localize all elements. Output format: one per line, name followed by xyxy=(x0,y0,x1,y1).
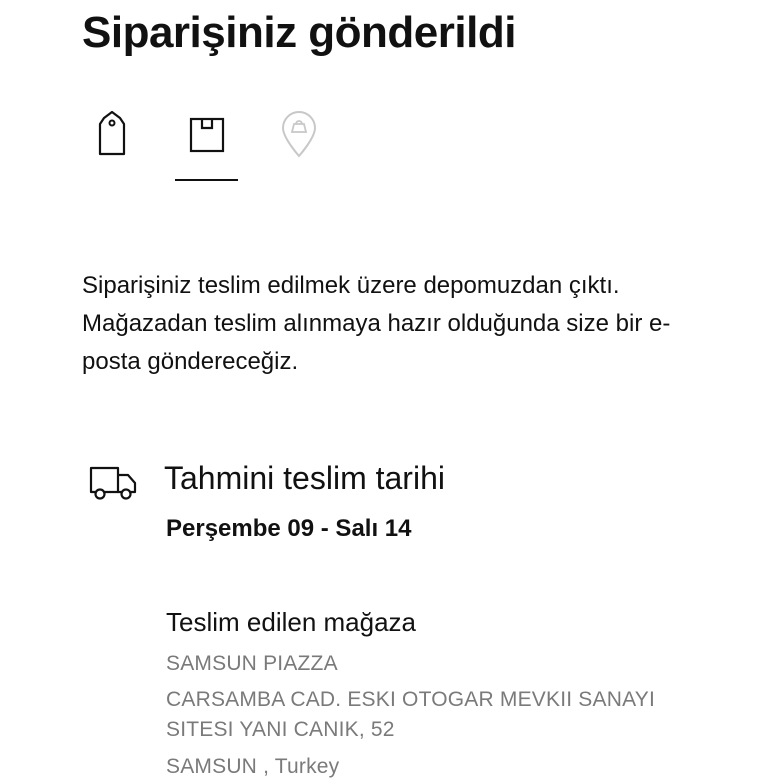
step-ordered xyxy=(82,110,142,160)
delivery-dates: Perşembe 09 - Salı 14 xyxy=(166,515,412,542)
store-name: SAMSUN PIAZZA xyxy=(166,652,338,675)
store-label: Teslim edilen mağaza xyxy=(166,607,417,637)
store-city-country: SAMSUN , Turkey xyxy=(166,755,340,778)
store-pin-icon xyxy=(279,110,319,160)
store-address-line-1: CARSAMBA CAD. ESKI OTOGAR MEVKII SANAYI xyxy=(166,688,655,711)
step-shipped xyxy=(177,110,237,160)
active-step-indicator xyxy=(175,179,238,181)
status-description: Siparişiniz teslim edilmek üzere depomuzdan çıktı. Mağazadan teslim alınmaya hazır olduğunda size bir e-posta göndereceğiz. xyxy=(82,272,671,375)
order-progress-steps xyxy=(82,110,332,190)
step-ready-in-store xyxy=(269,110,329,160)
page-title: Siparişiniz gönderildi xyxy=(82,8,516,57)
estimated-delivery xyxy=(88,460,708,510)
truck-icon xyxy=(88,464,138,502)
box-icon xyxy=(187,115,227,155)
tag-icon xyxy=(92,110,132,160)
store-address-line-2: SITESI YANI CANIK, 52 xyxy=(166,718,395,741)
delivery-label: Tahmini teslim tarihi xyxy=(164,460,445,496)
